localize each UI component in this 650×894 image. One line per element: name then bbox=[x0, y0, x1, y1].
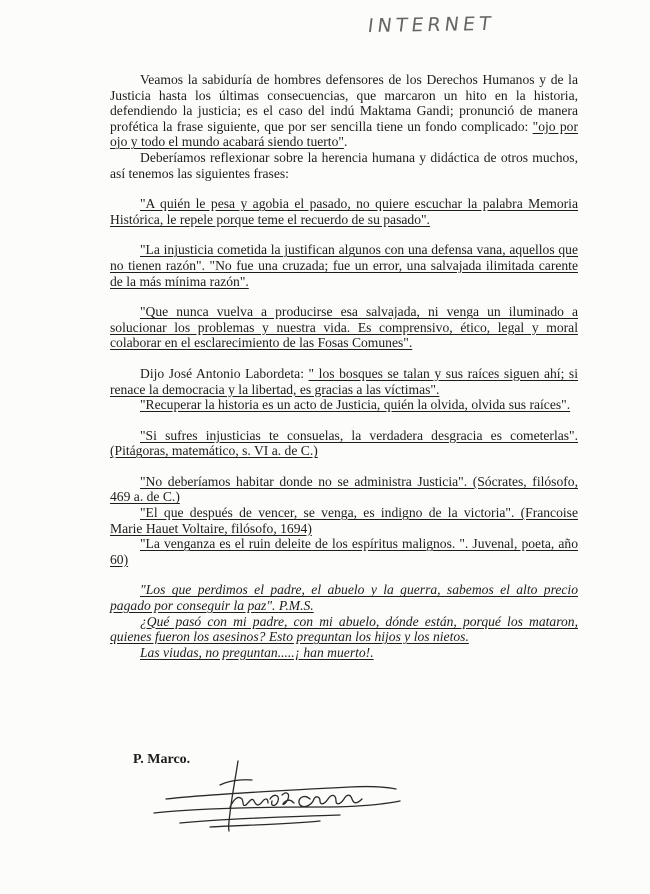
quote-juvenal: "La venganza es el ruin deleite de los espíritus malignos. ". Juvenal, poeta, año 60) bbox=[110, 536, 578, 567]
labordeta-quote: " los bosques se talan y sus raíces siguen ahí; si renace la democracia y la libertad, es gracias a las víctimas". bbox=[110, 365, 578, 397]
letter-body bbox=[110, 72, 578, 660]
quote-pms: "Los que perdimos el padre, el abuelo y la guerra, sabemos el alto precio pagado por conseguir la paz". P.M.S. bbox=[110, 582, 578, 614]
signature-name: P. Marco. bbox=[133, 752, 191, 767]
internet-stamp: INTERNET bbox=[366, 12, 496, 38]
quote-socrates: "No deberíamos habitar donde no se administra Justicia". (Sócrates, filósofo, 469 a. de C.) bbox=[110, 473, 578, 505]
intro-text: Veamos la sabiduría de hombres defensores de los Derechos Humanos y de la Justicia hasta los últimas consecuencias, que marcaron un hito en la historia, defendiendo la justicia; es el caso del indú Maktama Gandi; pronunció de manera profética la frase siguiente, que por ser sencilla tiene un fondo complicado: bbox=[110, 72, 578, 134]
gandhi-quote: "ojo por ojo y todo el mundo acabará siendo tuerto" bbox=[110, 118, 578, 150]
quote-recuperar-historia: "Recuperar la historia es un acto de Justicia, quién la olvida, olvida sus raíces". bbox=[140, 397, 571, 413]
quote-viudas: Las viudas, no preguntan.....¡ han muerto!. bbox=[140, 644, 374, 660]
quote-labordeta bbox=[110, 366, 578, 397]
quote-pitagoras: "Si sufres injusticias te consuelas, la verdadera desgracia es cometerlas". (Pitágoras, matemático, s. VI a. de C.) bbox=[110, 427, 578, 459]
quote-preguntas: ¿Qué pasó con mi padre, con mi abuelo, dónde están, porqué los mataron, quienes fueron los asesinos? Esto preguntan los hijos y los nietos. bbox=[110, 613, 578, 645]
quote-injusticia: "La injusticia cometida la justifican algunos con una defensa vana, aquellos que no tienen razón". "No fue una cruzada; fue un error, una salvajada ilimitada carente de la más mínima razón". bbox=[110, 242, 578, 289]
quote-voltaire: "El que después de vencer, se venga, es indigno de la victoria". (Francoise Marie Hauet Voltaire, filósofo, 1694) bbox=[110, 505, 578, 536]
handwritten-signature bbox=[150, 755, 410, 845]
intro-paragraph bbox=[110, 72, 578, 150]
quote-fosas-comunes: "Que nunca vuelva a producirse esa salvajada, ni venga un iluminado a solucionar los problemas y nuestra vida. Es comprensivo, ético, legal y moral colaborar en el esclarecimiento de las Fosas Comunes". bbox=[110, 304, 578, 351]
labordeta-intro: Dijo José Antonio Labordeta: bbox=[140, 365, 309, 381]
quote-memoria-historica: "A quién le pesa y agobia el pasado, no quiere escuchar la palabra Memoria Histórica, le repele porque teme el recuerdo de su pasado". bbox=[110, 196, 578, 227]
intro-end: . bbox=[343, 134, 348, 150]
reflection-paragraph: Deberíamos reflexionar sobre la herencia humana y didáctica de otros muchos, así tenemos las siguientes frases: bbox=[110, 149, 578, 181]
